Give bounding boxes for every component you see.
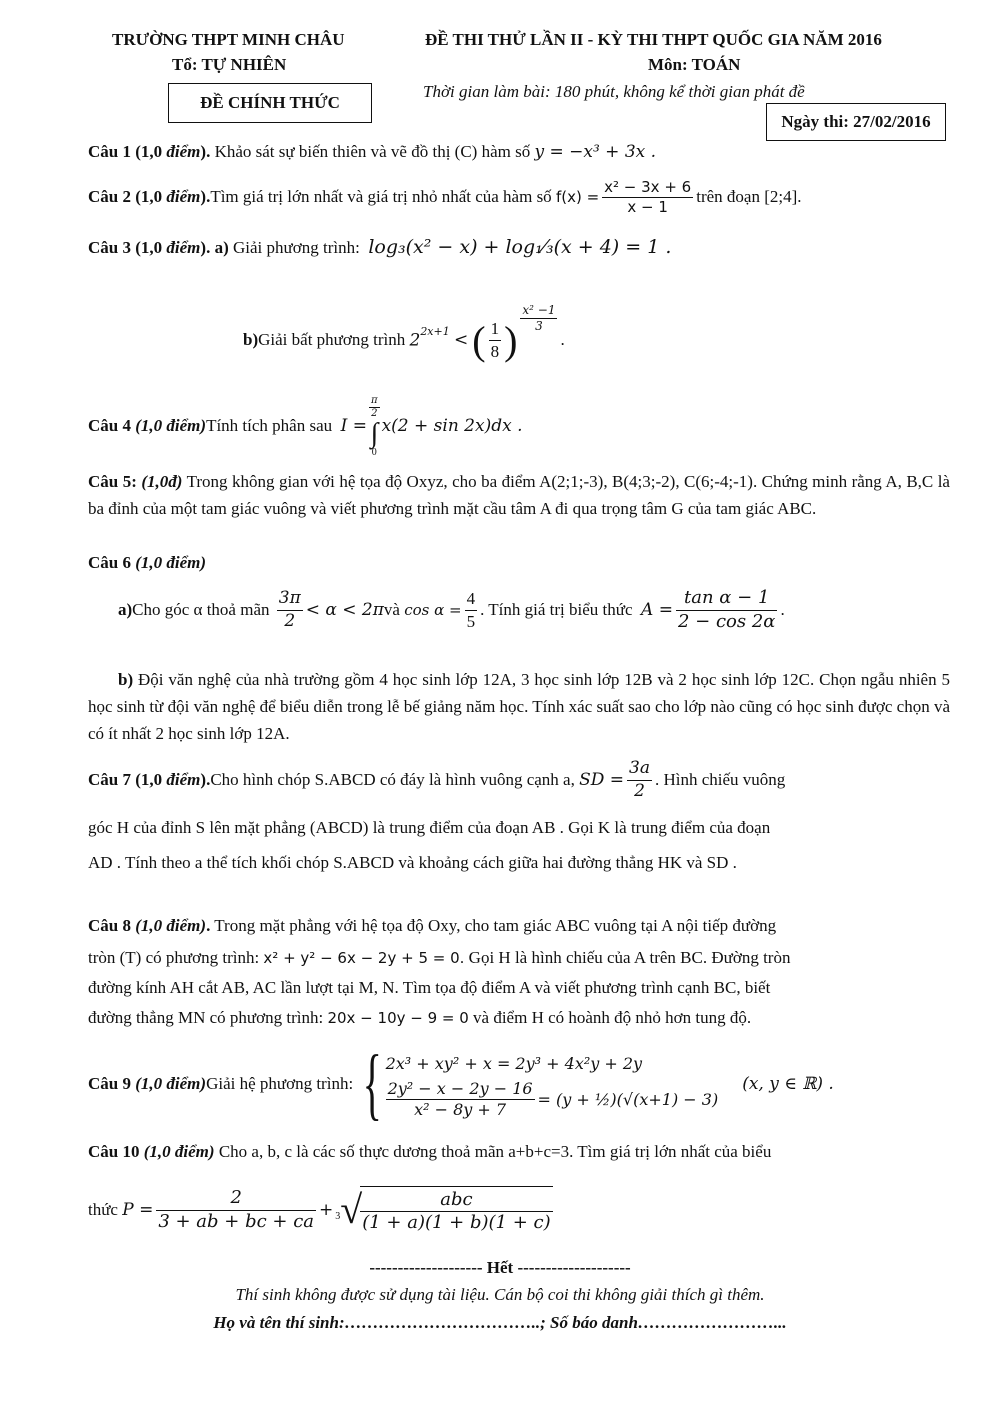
q3b-base-fraction	[489, 318, 502, 362]
q10-root-fraction	[360, 1186, 552, 1235]
q7-SD-fraction	[627, 758, 652, 802]
q8-text2a: tròn (T) có phương trình:	[88, 948, 264, 967]
q7-label-em: điểm	[166, 770, 201, 789]
q4-lower-limit: 0	[371, 446, 377, 458]
q3b-less-than: <	[453, 330, 469, 350]
end-marker: -------------------- Hết --------------------	[369, 1258, 631, 1277]
q3a-equation: log₃(x² − x) + log₁⁄₃(x + 4) = 1 .	[368, 236, 672, 258]
q7-line3: AD . Tính theo a thể tích khối chóp S.ABCD và khoảng cách giữa hai đường thẳng HK và SD .	[88, 853, 737, 872]
q5-text: Trong không gian với hệ tọa độ Oxyz, cho ba điểm A(2;1;-3), B(4;3;-2), C(6;-4;-1). Chứng minh rằng A, B,C là ba đỉnh của một tam giác vuông và viết phương trình mặt cầu tâm A đi qua trọng tâm G của tam giác ABC.	[88, 472, 950, 518]
question-5	[88, 468, 950, 522]
q6-text-a2: và	[383, 600, 400, 619]
q7-line2: góc H của đỉnh S lên mặt phẳng (ABCD) là trung điểm của đoạn AB . Gọi K là trung điểm của đoạn	[88, 818, 771, 837]
q3-part-b: b)	[243, 330, 259, 349]
q8-text4a: đường thẳng MN có phương trình:	[88, 1008, 328, 1027]
q8-text4b: và điểm H có hoành độ nhỏ hơn tung độ.	[468, 1008, 752, 1027]
q10-label-em: (1,0 điểm)	[143, 1142, 215, 1161]
q10-expression	[88, 1180, 556, 1240]
q9-eq2-fraction	[386, 1079, 535, 1120]
question-10	[88, 1142, 771, 1162]
q6-condition-rest: < α < 2π	[305, 600, 384, 620]
question-7	[88, 754, 785, 806]
q2-fraction	[602, 178, 693, 217]
question-6-heading	[88, 553, 206, 573]
question-4	[88, 390, 523, 462]
q3-part-a: a)	[210, 238, 229, 257]
q1-label-end: ).	[200, 142, 211, 161]
q8-text1: Trong mặt phẳng với hệ tọa độ Oxy, cho tam giác ABC vuông tại A nội tiếp đường	[210, 916, 777, 935]
q3-text-a: Giải phương trình:	[228, 238, 360, 257]
q3b-exponent-denominator: 3	[535, 318, 543, 333]
q6a-period: .	[780, 600, 785, 619]
q10-text: Cho a, b, c là các số thực dương thoả mãn a+b+c=3. Tìm giá trị lớn nhất của biểu	[214, 1142, 772, 1161]
q6-text-a1: Cho góc α thoả mãn	[132, 600, 270, 619]
q3b-base-denominator: 8	[490, 341, 500, 361]
q6-A: A =	[641, 600, 673, 620]
q7-SD-numerator: 3a	[627, 758, 652, 780]
q4-integral-sign	[369, 395, 380, 458]
q10-fraction-numerator: 2	[156, 1187, 316, 1211]
q4-label: Câu 4	[88, 416, 131, 435]
q6-label: Câu 6	[88, 553, 131, 572]
q3b-exponent-fraction	[520, 303, 557, 334]
q9-eq2-numerator: 2y² − x − 2y − 16	[387, 1078, 533, 1098]
q9-label: Câu 9	[88, 1074, 131, 1093]
q3b-base: 2	[409, 330, 421, 351]
footer-note: Thí sinh không được sử dụng tài liệu. Cán bộ coi thi không giải thích gì thêm.	[235, 1285, 765, 1304]
official-stamp: ĐỀ CHÍNH THỨC	[168, 83, 372, 123]
q3b-lhs-exponent: 2x+1	[420, 325, 450, 339]
q5-label-em: (1,0đ)	[141, 472, 183, 491]
q8-text2b: Gọi H là hình chiếu của A trên BC. Đường tròn	[464, 948, 791, 967]
q9-eq2-denominator: x² − 8y + 7	[414, 1099, 507, 1119]
q2-denominator: x − 1	[627, 197, 668, 216]
q10-fraction-denominator: 3 + ab + bc + ca	[158, 1210, 315, 1232]
q3b-base-numerator: 1	[489, 318, 502, 340]
q8-circle-equation: x² + y² − 6x − 2y + 5 = 0.	[263, 949, 465, 967]
q9-equation-2	[386, 1079, 719, 1120]
integral-symbol: ∫	[370, 417, 379, 449]
q6-A-denominator: 2 − cos 2α	[677, 610, 776, 632]
q4-text: Tính tích phân sau	[206, 416, 333, 435]
q6-condition-fraction	[277, 588, 303, 632]
q4-integrand: x(2 + sin 2x)dx .	[381, 416, 523, 436]
q7-SD-denominator: 2	[634, 780, 645, 801]
q7-label-end: ).	[200, 770, 211, 789]
candidate-line: Họ và tên thí sinh:……………………………..; Số báo danh……………………...	[213, 1313, 787, 1332]
q9-equation-1: 2x³ + xy² + x = 2y³ + 4x²y + 2y	[385, 1053, 643, 1073]
q10-label: Câu 10	[88, 1142, 140, 1161]
q10-text2: thức	[88, 1200, 118, 1219]
q7-text1: Cho hình chóp S.ABCD có đáy là hình vuông cạnh a,	[210, 770, 575, 789]
q3-label-end: ).	[200, 238, 211, 257]
school-name: TRƯỜNG THPT MINH CHÂU	[112, 30, 345, 49]
q10-P: P =	[122, 1200, 154, 1220]
q10-plus: +	[319, 1200, 334, 1220]
q3b-paren-right: )	[504, 317, 518, 363]
q6-A-fraction	[676, 587, 777, 633]
question-3a	[88, 236, 671, 258]
q6-cond-denominator: 2	[284, 610, 296, 631]
q8-label: Câu 8	[88, 916, 131, 935]
q2-text: Tìm giá trị lớn nhất và giá trị nhỏ nhất của hàm số	[210, 187, 552, 206]
q6-cond-numerator: 3π	[277, 588, 303, 610]
q3-label-em: điểm	[166, 238, 201, 257]
q1-function: y = −x³ + 3x .	[534, 142, 657, 162]
q3-text-b: Giải bất phương trình	[258, 330, 406, 349]
q4-upper-den: 2	[371, 408, 378, 419]
question-6a	[118, 584, 785, 636]
q2-fx: f(x) =	[555, 188, 600, 206]
q3-label: Câu 3 (1,0	[88, 238, 163, 257]
q9-domain: (x, y ∈ ℝ) .	[742, 1074, 834, 1094]
question-3b	[243, 302, 565, 375]
q6-cos-numerator: 4	[465, 588, 478, 610]
q8-line4	[88, 1008, 751, 1028]
q5-label: Câu 5:	[88, 472, 137, 491]
q10-root-denominator: (1 + a)(1 + b)(1 + c)	[362, 1212, 551, 1233]
question-1	[88, 142, 656, 162]
q6-part-a: a)	[118, 600, 133, 619]
q1-label-em: điểm	[166, 142, 201, 161]
cube-root-icon: √	[340, 1187, 363, 1232]
question-2	[88, 172, 802, 222]
q6-cos-fraction	[465, 588, 478, 632]
q4-integral-lhs: I =	[340, 416, 367, 436]
q9-eq2-rhs: = (y + ½)(√(x+1) − 3)	[537, 1089, 719, 1109]
exam-title: ĐỀ THI THỬ LẦN II - KỲ THI THPT QUỐC GIA NĂM 2016	[425, 30, 882, 49]
q6-label-em: (1,0 điểm)	[135, 553, 207, 572]
q10-root-index: 3	[335, 1210, 341, 1222]
q6-A-numerator: tan α − 1	[676, 587, 777, 611]
q1-label: Câu 1 (1,0	[88, 142, 163, 161]
q8-line-equation: 20x − 10y − 9 = 0	[327, 1009, 469, 1027]
q2-interval: [2;4].	[764, 187, 802, 206]
q8-label-em: (1,0 điểm)	[135, 916, 207, 935]
q8-line3: đường kính AH cắt AB, AC lần lượt tại M, N. Tìm tọa độ điểm A và viết phương trình cạnh BC, biết	[88, 978, 771, 997]
system-brace: {	[362, 1040, 382, 1128]
q10-fraction	[156, 1187, 316, 1233]
q9-text: Giải hệ phương trình:	[206, 1074, 354, 1093]
q3b-period: .	[560, 330, 565, 349]
q7-label: Câu 7 (1,0	[88, 770, 163, 789]
q7-text2: . Hình chiếu vuông	[654, 770, 786, 789]
question-9	[88, 1036, 834, 1132]
q4-upper-limit	[369, 395, 380, 421]
q6-cos-denominator: 5	[466, 611, 476, 631]
q10-root-numerator: abc	[360, 1189, 552, 1213]
q2-label-em: điểm	[166, 187, 201, 206]
q4-upper-num: π	[369, 395, 380, 409]
q2-numerator: x² − 3x + 6	[604, 177, 692, 196]
q2-label: Câu 2 (1,0	[88, 187, 163, 206]
q3b-exponent-numerator: x² −1	[522, 302, 556, 317]
q2-tail: trên đoạn	[696, 187, 760, 206]
subject: Môn: TOÁN	[648, 55, 741, 74]
exam-date: Ngày thi: 27/02/2016	[766, 103, 946, 141]
department: Tổ: TỰ NHIÊN	[172, 55, 287, 74]
q2-label-end: ).	[200, 187, 211, 206]
q6-part-b: b)	[118, 670, 134, 689]
time-note: Thời gian làm bài: 180 phút, không kể thời gian phát đề	[423, 82, 805, 101]
q3b-lhs	[409, 325, 450, 351]
q6-text-b: Đội văn nghệ của nhà trường gồm 4 học sinh lớp 12A, 3 học sinh lớp 12B và 2 học sinh lớp 12C. Chọn ngẫu nhiên 5 học sinh từ đội văn nghệ để biểu diễn trong lễ bế giảng năm học. Tính xác suất sao cho lớp nào cũng có học sinh được chọn và có ít nhất 2 học sinh lớp 12A.	[88, 670, 950, 743]
q3b-paren-left: (	[472, 317, 486, 363]
q1-text: Khảo sát sự biến thiên và vẽ đồ thị (C) hàm số	[210, 142, 535, 161]
q6-text-a3: . Tính giá trị biểu thức	[480, 600, 633, 619]
q8-label-end: .	[206, 916, 211, 935]
q8-line2	[88, 948, 790, 968]
question-8	[88, 916, 776, 936]
question-6b	[88, 666, 950, 747]
q7-SD: SD =	[579, 770, 625, 790]
q9-label-em: (1,0 điểm)	[135, 1074, 207, 1093]
q4-label-em: (1,0 điểm)	[135, 416, 207, 435]
q9-system	[386, 1049, 719, 1120]
q6-cos: cos α =	[404, 601, 462, 619]
